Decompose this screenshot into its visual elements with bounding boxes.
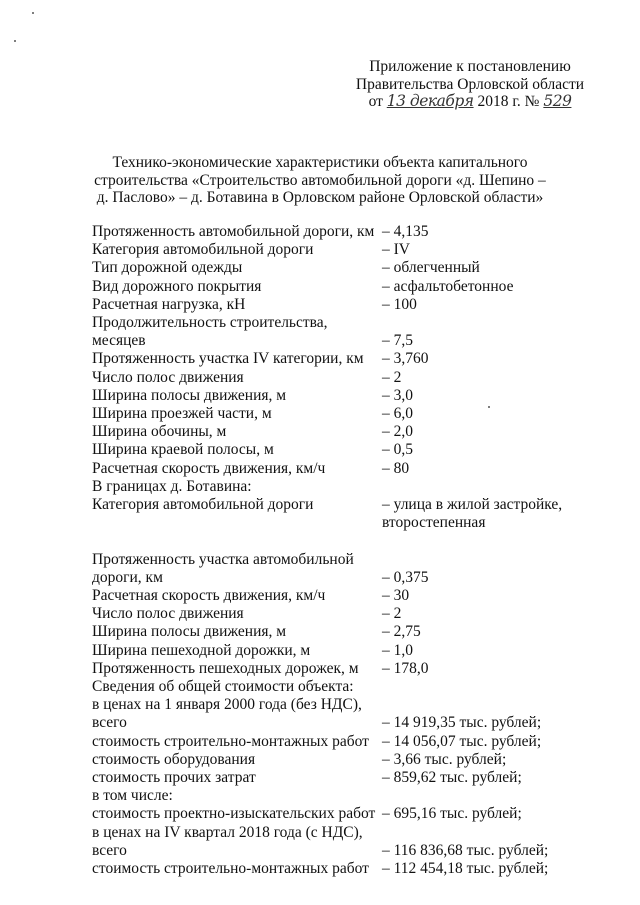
row-label: Ширина полосы движения, м [92, 623, 287, 641]
row-value: – облегченный [382, 259, 480, 277]
characteristic-row [92, 605, 592, 623]
characteristic-row [92, 678, 592, 696]
characteristic-row [92, 369, 592, 387]
characteristic-row [92, 696, 592, 714]
row-label: Тип дорожной одежды [92, 259, 243, 277]
handwritten-number: 529 [543, 92, 572, 110]
characteristic-row [92, 551, 592, 569]
row-value: – 3,66 тыс. рублей; [382, 750, 507, 768]
title-line: строительства «Строительство автомобильной дороги «д. Шепино – [94, 171, 546, 189]
row-value [382, 824, 592, 842]
row-label: Ширина проезжей части, м [92, 405, 272, 423]
row-label: стоимость проектно-изыскательских работ [92, 805, 376, 823]
row-label: стоимость строительно-монтажных работ [92, 732, 369, 750]
scan-speck [32, 12, 34, 14]
characteristic-row [92, 623, 592, 641]
characteristic-row [92, 587, 592, 605]
row-label: Ширина обочины, м [92, 423, 227, 441]
row-label: дороги, км [92, 568, 163, 586]
row-label: Ширина пешеходной дорожки, м [92, 641, 311, 659]
row-value: – IV [382, 241, 410, 259]
row-label: стоимость прочих затрат [92, 769, 256, 787]
scan-speck [14, 40, 16, 42]
row-label: Категория автомобильной дороги [92, 496, 314, 514]
header-line-1: Приложение к постановлению [369, 58, 571, 75]
row-value: – 859,62 тыс. рублей; [382, 769, 522, 787]
date-suffix: 2018 г. № [477, 93, 540, 110]
row-value: – 80 [382, 459, 410, 477]
row-label: Число полос движения [92, 605, 244, 623]
row-label: Расчетная скорость движения, км/ч [92, 459, 326, 477]
title-line: Технико-экономические характеристики объекта капитального [112, 154, 528, 171]
characteristic-row [92, 733, 592, 751]
row-label: Расчетная скорость движения, км/ч [92, 587, 326, 605]
row-label: всего [92, 714, 127, 732]
row-label: стоимость строительно-монтажных работ [92, 860, 369, 878]
row-label: Протяженность пешеходных дорожек, м [92, 659, 359, 677]
row-value: – 116 836,68 тыс. рублей; [382, 841, 549, 859]
title-line: д. Паслово» – д. Ботавина в Орловском районе Орловской области» [96, 189, 544, 206]
characteristic-row [92, 441, 592, 459]
row-value: – 4,135 [382, 223, 429, 240]
characteristic-row [92, 751, 592, 769]
row-value [382, 314, 592, 332]
characteristic-row [92, 660, 592, 678]
row-label: В границах д. Ботавина: [92, 477, 252, 495]
appendix-header [330, 58, 610, 111]
row-value: – 178,0 [382, 659, 429, 677]
row-value: – 0,375 [382, 568, 429, 586]
row-value: – 112 454,18 тыс. рублей; [382, 860, 549, 878]
row-value: – 14 056,07 тыс. рублей; [382, 732, 542, 750]
row-label: Протяженность участка IV категории, км [92, 350, 364, 368]
row-value [382, 532, 592, 550]
row-label: Категория автомобильной дороги [92, 241, 314, 259]
row-label: месяцев [92, 332, 146, 350]
row-value [382, 696, 592, 714]
characteristic-row [92, 423, 592, 441]
document-title [60, 154, 580, 207]
row-label: Вид дорожного покрытия [92, 277, 262, 295]
characteristic-row [92, 460, 592, 478]
row-label: Число полос движения [92, 368, 244, 386]
characteristic-row [92, 532, 592, 550]
row-value: – 14 919,35 тыс. рублей; [382, 714, 542, 732]
characteristic-row [92, 387, 592, 405]
row-value: – 2,75 [382, 623, 421, 641]
date-prefix: от [368, 93, 383, 110]
row-label: Продолжительность строительства, [92, 314, 328, 332]
row-label: всего [92, 841, 127, 859]
characteristic-row [92, 569, 592, 587]
row-value [382, 678, 592, 696]
characteristic-row [92, 478, 592, 496]
row-label: в том числе: [92, 787, 173, 805]
row-label: Расчетная нагрузка, кН [92, 295, 246, 313]
row-value: – 0,5 [382, 441, 413, 459]
row-value: – 3,760 [382, 350, 429, 368]
characteristic-row [92, 496, 592, 532]
row-value: – 2 [382, 368, 402, 386]
row-label: Сведения об общей стоимости объекта: [92, 678, 354, 696]
characteristic-row [92, 769, 592, 787]
header-date-line [330, 93, 610, 111]
row-value: – 100 [382, 295, 417, 313]
characteristic-row [92, 787, 592, 805]
row-label [92, 532, 382, 550]
characteristic-row [92, 278, 592, 296]
characteristic-row [92, 405, 592, 423]
row-value: – 30 [382, 587, 410, 605]
row-value: – 695,16 тыс. рублей; [382, 805, 522, 823]
characteristic-row [92, 824, 592, 842]
characteristic-row [92, 223, 592, 241]
row-value: – 2 [382, 605, 402, 623]
row-label: Ширина полосы движения, м [92, 386, 287, 404]
characteristic-row [92, 642, 592, 660]
row-value [382, 787, 592, 805]
characteristic-row [92, 842, 592, 860]
row-value: – асфальтобетонное [382, 277, 514, 295]
row-value [382, 478, 592, 496]
row-value: – улица в жилой застройке, второстепенная [382, 496, 563, 532]
characteristic-row [92, 332, 592, 350]
characteristic-row [92, 241, 592, 259]
header-line-2: Правительства Орловской области [355, 75, 585, 93]
characteristic-row [92, 860, 592, 878]
characteristic-row [92, 259, 592, 277]
row-value: – 3,0 [382, 386, 413, 404]
row-label: Ширина краевой полосы, м [92, 441, 274, 459]
characteristic-row [92, 296, 592, 314]
row-value: – 2,0 [382, 423, 413, 441]
row-value: – 7,5 [382, 332, 413, 350]
row-value: – 6,0 [382, 405, 413, 423]
row-label: стоимость оборудования [92, 750, 256, 768]
row-value: – 1,0 [382, 641, 413, 659]
characteristic-row [92, 350, 592, 368]
characteristic-row [92, 714, 592, 732]
characteristics-list [92, 223, 592, 878]
characteristic-row [92, 805, 592, 823]
row-label: в ценах на IV квартал 2018 года (с НДС), [92, 823, 363, 841]
row-label: Протяженность автомобильной дороги, км [92, 223, 375, 240]
row-value [382, 551, 592, 569]
handwritten-date: 13 декабря [386, 92, 474, 110]
characteristic-row [92, 314, 592, 332]
row-label: Протяженность участка автомобильной [92, 550, 354, 568]
row-label: в ценах на 1 января 2000 года (без НДС), [92, 696, 362, 714]
